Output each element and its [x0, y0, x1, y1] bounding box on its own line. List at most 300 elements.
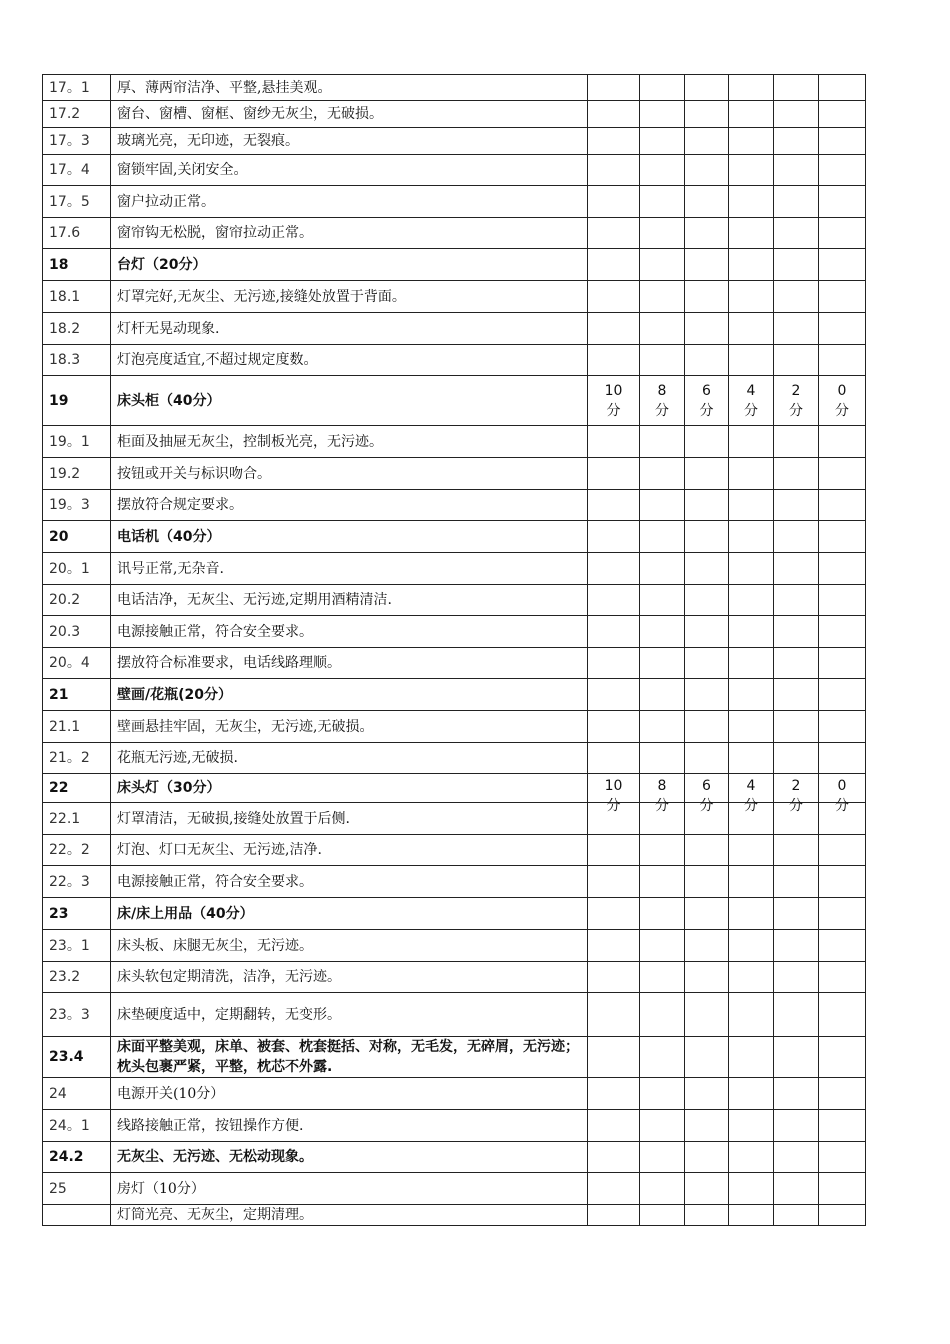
- table-row: [43, 1037, 866, 1078]
- item-number: 23。3: [43, 993, 111, 1037]
- score-unit: 分: [699, 402, 714, 419]
- table-row: [43, 186, 866, 218]
- table-row: [43, 458, 866, 490]
- item-number: 18.2: [43, 313, 111, 345]
- score-cell: [685, 75, 729, 101]
- item-number: 19: [43, 376, 111, 426]
- item-description: 摆放符合规定要求。: [111, 490, 588, 521]
- item-description: 窗帘钩无松脱，窗帘拉动正常。: [111, 218, 588, 249]
- score-cell: [774, 930, 819, 962]
- score-cell: [774, 711, 819, 743]
- item-number: 22: [43, 774, 111, 803]
- table-row: [43, 101, 866, 128]
- score-cell: [588, 835, 640, 866]
- score-cell: [588, 679, 640, 711]
- item-description: 讯号正常,无杂音.: [111, 553, 588, 585]
- table-row: [43, 962, 866, 993]
- score-points: 4: [746, 382, 756, 399]
- score-cell: [685, 743, 729, 774]
- score-cell: [640, 521, 685, 553]
- score-cell: [640, 898, 685, 930]
- score-cell: [819, 490, 866, 521]
- score-cell: [640, 249, 685, 281]
- score-points: 0: [837, 778, 847, 794]
- table-row: [43, 1205, 866, 1226]
- score-cell: [729, 376, 774, 426]
- score-cell: [685, 249, 729, 281]
- score-cell: [640, 553, 685, 585]
- score-cell: [588, 376, 640, 426]
- item-number: 19。3: [43, 490, 111, 521]
- item-number: 17。3: [43, 128, 111, 155]
- score-cell: [640, 743, 685, 774]
- score-cell: [640, 186, 685, 218]
- score-cell: [588, 930, 640, 962]
- score-cell: [729, 521, 774, 553]
- score-points: 2: [791, 778, 801, 794]
- table-row: [43, 993, 866, 1037]
- score-cell: [588, 993, 640, 1037]
- score-cell: [685, 1205, 729, 1226]
- score-cell: [640, 345, 685, 376]
- table-row: [43, 835, 866, 866]
- score-cell: [729, 679, 774, 711]
- item-description: 灯泡亮度适宜,不超过规定度数。: [111, 345, 588, 376]
- score-cell: [774, 1142, 819, 1173]
- item-number: 21。2: [43, 743, 111, 774]
- score-unit: 分: [655, 798, 669, 814]
- table-row: [43, 743, 866, 774]
- item-number: 21.1: [43, 711, 111, 743]
- table-row: [43, 218, 866, 249]
- item-number: 20: [43, 521, 111, 553]
- score-cell: [685, 962, 729, 993]
- score-cell: [774, 1173, 819, 1205]
- item-number: 23。1: [43, 930, 111, 962]
- score-cell: [640, 1110, 685, 1142]
- score-points: 6: [702, 778, 711, 794]
- score-cell: [640, 281, 685, 313]
- score-cell: [685, 376, 729, 426]
- table-row: [43, 521, 866, 553]
- score-cell: [819, 249, 866, 281]
- score-cell: [588, 648, 640, 679]
- item-number: 23: [43, 898, 111, 930]
- score-cell: [774, 490, 819, 521]
- score-unit: 分: [789, 798, 803, 814]
- item-number: 19。1: [43, 426, 111, 458]
- score-cell: [588, 585, 640, 616]
- item-description: 窗户拉动正常。: [111, 186, 588, 218]
- score-cell: [588, 521, 640, 553]
- table-row: [43, 648, 866, 679]
- item-description: 花瓶无污迹,无破损.: [111, 743, 588, 774]
- score-cell: [588, 128, 640, 155]
- item-number: 18.3: [43, 345, 111, 376]
- score-cell: [819, 128, 866, 155]
- score-cell: [819, 186, 866, 218]
- score-cell: [685, 679, 729, 711]
- item-description: 窗台、窗槽、窗框、窗纱无灰尘，无破损。: [111, 101, 588, 128]
- score-unit: 分: [744, 798, 758, 814]
- score-cell: [774, 898, 819, 930]
- item-description: 床面平整美观，床单、被套、枕套挺括、对称，无毛发，无碎屑，无污迹；枕头包裹严紧，平整，枕芯不外露.: [111, 1037, 588, 1078]
- score-cell: [640, 1142, 685, 1173]
- table-row: [43, 616, 866, 648]
- score-cell: [685, 585, 729, 616]
- table-row: [43, 1142, 866, 1173]
- table-row: [43, 1078, 866, 1110]
- table-row: [43, 711, 866, 743]
- item-number: 17。4: [43, 155, 111, 186]
- score-cell: [588, 155, 640, 186]
- score-cell: [729, 553, 774, 585]
- score-cell: [685, 898, 729, 930]
- score-cell: [640, 930, 685, 962]
- score-cell: [729, 458, 774, 490]
- score-unit: 分: [606, 402, 621, 419]
- score-cell: [729, 345, 774, 376]
- item-description: 电源接触正常，符合安全要求。: [111, 616, 588, 648]
- score-cell: [588, 898, 640, 930]
- score-cell: [819, 376, 866, 426]
- score-cell: [640, 1205, 685, 1226]
- table-row: [43, 553, 866, 585]
- item-number: 21: [43, 679, 111, 711]
- score-cell: [640, 75, 685, 101]
- score-points: 4: [746, 778, 756, 794]
- score-cell: [774, 679, 819, 711]
- score-cell: [588, 1142, 640, 1173]
- score-cell: [685, 1037, 729, 1078]
- score-cell: [685, 993, 729, 1037]
- score-cell: [819, 1173, 866, 1205]
- score-cell: [588, 1173, 640, 1205]
- score-cell: [685, 218, 729, 249]
- score-cell: [774, 426, 819, 458]
- score-cell: [588, 1110, 640, 1142]
- score-cell: [685, 281, 729, 313]
- score-cell: [588, 553, 640, 585]
- score-cell: [819, 101, 866, 128]
- item-description: 床头灯（30分）: [111, 774, 588, 803]
- score-cell: [685, 930, 729, 962]
- score-cell: [640, 101, 685, 128]
- score-cell: [729, 281, 774, 313]
- score-cell: [819, 648, 866, 679]
- score-cell: [729, 1037, 774, 1078]
- item-number: 17。1: [43, 75, 111, 101]
- score-cell: [685, 1173, 729, 1205]
- table-row: [43, 803, 866, 835]
- score-cell: [729, 585, 774, 616]
- score-cell: [729, 249, 774, 281]
- score-unit: 分: [789, 402, 803, 419]
- table-row: [43, 249, 866, 281]
- score-cell: [819, 1142, 866, 1173]
- score-cell: [774, 218, 819, 249]
- score-cell: [819, 930, 866, 962]
- score-cell: [819, 75, 866, 101]
- score-cell: [774, 1037, 819, 1078]
- inspection-table: [42, 74, 866, 1226]
- score-cell: [685, 1110, 729, 1142]
- score-points: 8: [657, 778, 667, 794]
- score-cell: [774, 313, 819, 345]
- score-cell: [640, 616, 685, 648]
- score-cell: [729, 866, 774, 898]
- table-row: [43, 376, 866, 426]
- score-cell: [588, 313, 640, 345]
- item-description: 厚、薄两帘洁净、平整,悬挂美观。: [111, 75, 588, 101]
- score-cell: [640, 993, 685, 1037]
- score-cell: [685, 866, 729, 898]
- score-cell: [774, 993, 819, 1037]
- score-cell: [819, 993, 866, 1037]
- score-points: 8: [657, 382, 667, 399]
- score-cell: [819, 711, 866, 743]
- score-cell: [729, 155, 774, 186]
- item-number: 18: [43, 249, 111, 281]
- item-description: 床头软包定期清洗，洁净，无污迹。: [111, 962, 588, 993]
- score-cell: [588, 774, 640, 814]
- score-cell: [729, 186, 774, 218]
- score-cell: [774, 458, 819, 490]
- score-cell: [640, 426, 685, 458]
- score-cell: [588, 1078, 640, 1110]
- score-cell: [774, 1078, 819, 1110]
- score-cell: [774, 128, 819, 155]
- score-cell: [685, 553, 729, 585]
- score-cell: [729, 1205, 774, 1226]
- score-cell: [588, 711, 640, 743]
- score-cell: [640, 376, 685, 426]
- score-cell: [729, 1173, 774, 1205]
- score-cell: [774, 743, 819, 774]
- score-cell: [729, 313, 774, 345]
- score-cell: [729, 711, 774, 743]
- score-cell: [685, 345, 729, 376]
- score-cell: [685, 711, 729, 743]
- item-number: [43, 1205, 111, 1226]
- item-description: 电话机（40分）: [111, 521, 588, 553]
- score-cell: [774, 345, 819, 376]
- score-points: 6: [702, 382, 711, 399]
- score-cell: [729, 648, 774, 679]
- item-description: 灯泡、灯口无灰尘、无污迹,洁净.: [111, 835, 588, 866]
- table-row: [43, 490, 866, 521]
- score-cell: [819, 585, 866, 616]
- score-cell: [774, 648, 819, 679]
- score-cell: [774, 281, 819, 313]
- item-description: 摆放符合标准要求，电话线路理顺。: [111, 648, 588, 679]
- score-cell: [729, 490, 774, 521]
- score-cell: [685, 774, 729, 814]
- score-cell: [774, 835, 819, 866]
- score-cell: [640, 648, 685, 679]
- score-cell: [774, 101, 819, 128]
- score-cell: [588, 1205, 640, 1226]
- table-row: [43, 155, 866, 186]
- score-cell: [774, 585, 819, 616]
- score-cell: [819, 313, 866, 345]
- table-row: [43, 930, 866, 962]
- score-cell: [685, 521, 729, 553]
- table-row: [43, 313, 866, 345]
- score-points: 0: [837, 382, 847, 399]
- item-description: 床/床上用品（40分）: [111, 898, 588, 930]
- score-cell: [819, 1078, 866, 1110]
- item-number: 23.4: [43, 1037, 111, 1078]
- score-cell: [819, 962, 866, 993]
- score-cell: [685, 835, 729, 866]
- item-description: 电源接触正常，符合安全要求。: [111, 866, 588, 898]
- score-cell: [588, 866, 640, 898]
- score-cell: [774, 553, 819, 585]
- score-cell: [729, 101, 774, 128]
- table-row: [43, 1110, 866, 1142]
- score-cell: [819, 774, 866, 814]
- item-description: 线路接触正常，按钮操作方便.: [111, 1110, 588, 1142]
- item-number: 20.3: [43, 616, 111, 648]
- score-cell: [685, 313, 729, 345]
- item-number: 24: [43, 1078, 111, 1110]
- score-unit: 分: [835, 402, 849, 419]
- score-cell: [685, 616, 729, 648]
- item-number: 19.2: [43, 458, 111, 490]
- table-row: [43, 585, 866, 616]
- score-cell: [819, 1037, 866, 1078]
- score-cell: [774, 774, 819, 814]
- item-description: 灯筒光亮、无灰尘，定期清理。: [111, 1205, 588, 1226]
- item-description: 柜面及抽屉无灰尘，控制板光亮，无污迹。: [111, 426, 588, 458]
- score-cell: [819, 553, 866, 585]
- score-cell: [774, 186, 819, 218]
- score-cell: [685, 1142, 729, 1173]
- item-description: 房灯（10分）: [111, 1173, 588, 1205]
- score-cell: [774, 1205, 819, 1226]
- score-cell: [729, 1142, 774, 1173]
- item-description: 灯罩清洁，无破损,接缝处放置于后侧.: [111, 803, 588, 835]
- item-description: 床头柜（40分）: [111, 376, 588, 426]
- score-cell: [685, 490, 729, 521]
- score-cell: [729, 616, 774, 648]
- item-description: 灯杆无晃动现象.: [111, 313, 588, 345]
- score-cell: [729, 75, 774, 101]
- score-cell: [640, 218, 685, 249]
- score-cell: [588, 186, 640, 218]
- score-cell: [640, 679, 685, 711]
- score-cell: [685, 186, 729, 218]
- item-description: 窗锁牢固,关闭安全。: [111, 155, 588, 186]
- score-cell: [640, 585, 685, 616]
- score-cell: [729, 743, 774, 774]
- item-description: 按钮或开关与标识吻合。: [111, 458, 588, 490]
- table-row: [43, 426, 866, 458]
- table-row: [43, 281, 866, 313]
- score-unit: 分: [699, 798, 714, 814]
- score-cell: [640, 1037, 685, 1078]
- table-row: [43, 1173, 866, 1205]
- score-cell: [685, 1078, 729, 1110]
- score-cell: [819, 1205, 866, 1226]
- item-number: 20。4: [43, 648, 111, 679]
- item-number: 22。3: [43, 866, 111, 898]
- score-cell: [774, 962, 819, 993]
- score-cell: [774, 75, 819, 101]
- score-cell: [588, 281, 640, 313]
- score-cell: [819, 521, 866, 553]
- item-number: 22。2: [43, 835, 111, 866]
- item-number: 17.6: [43, 218, 111, 249]
- score-cell: [819, 835, 866, 866]
- item-number: 24.2: [43, 1142, 111, 1173]
- score-cell: [774, 521, 819, 553]
- item-number: 22.1: [43, 803, 111, 835]
- score-cell: [588, 345, 640, 376]
- score-cell: [819, 458, 866, 490]
- item-description: 无灰尘、无污迹、无松动现象。: [111, 1142, 588, 1173]
- score-cell: [819, 898, 866, 930]
- score-cell: [819, 345, 866, 376]
- item-description: 玻璃光亮，无印迹，无裂痕。: [111, 128, 588, 155]
- score-cell: [640, 835, 685, 866]
- score-cell: [588, 1037, 640, 1078]
- score-cell: [685, 101, 729, 128]
- score-cell: [819, 218, 866, 249]
- score-cell: [588, 426, 640, 458]
- score-cell: [588, 458, 640, 490]
- item-number: 20.2: [43, 585, 111, 616]
- score-cell: [819, 281, 866, 313]
- table-row: [43, 679, 866, 711]
- score-cell: [640, 711, 685, 743]
- score-cell: [729, 1078, 774, 1110]
- score-cell: [640, 866, 685, 898]
- score-cell: [729, 962, 774, 993]
- score-cell: [819, 426, 866, 458]
- table-row: [43, 75, 866, 101]
- score-cell: [588, 962, 640, 993]
- score-cell: [774, 249, 819, 281]
- score-points: 2: [791, 382, 801, 399]
- item-number: 24。1: [43, 1110, 111, 1142]
- item-number: 17.2: [43, 101, 111, 128]
- score-cell: [729, 426, 774, 458]
- score-unit: 分: [606, 798, 621, 814]
- score-cell: [774, 376, 819, 426]
- score-cell: [729, 774, 774, 814]
- score-cell: [819, 616, 866, 648]
- table-row: [43, 866, 866, 898]
- score-cell: [819, 155, 866, 186]
- score-cell: [774, 866, 819, 898]
- score-cell: [685, 648, 729, 679]
- score-cell: [640, 962, 685, 993]
- score-cell: [588, 743, 640, 774]
- item-description: 灯罩完好,无灰尘、无污迹,接缝处放置于背面。: [111, 281, 588, 313]
- item-number: 18.1: [43, 281, 111, 313]
- score-unit: 分: [835, 798, 849, 814]
- score-cell: [819, 679, 866, 711]
- score-cell: [729, 898, 774, 930]
- score-cell: [685, 458, 729, 490]
- score-cell: [819, 743, 866, 774]
- item-description: 壁画/花瓶(20分）: [111, 679, 588, 711]
- score-cell: [588, 75, 640, 101]
- table-row: [43, 774, 866, 803]
- item-number: 20。1: [43, 553, 111, 585]
